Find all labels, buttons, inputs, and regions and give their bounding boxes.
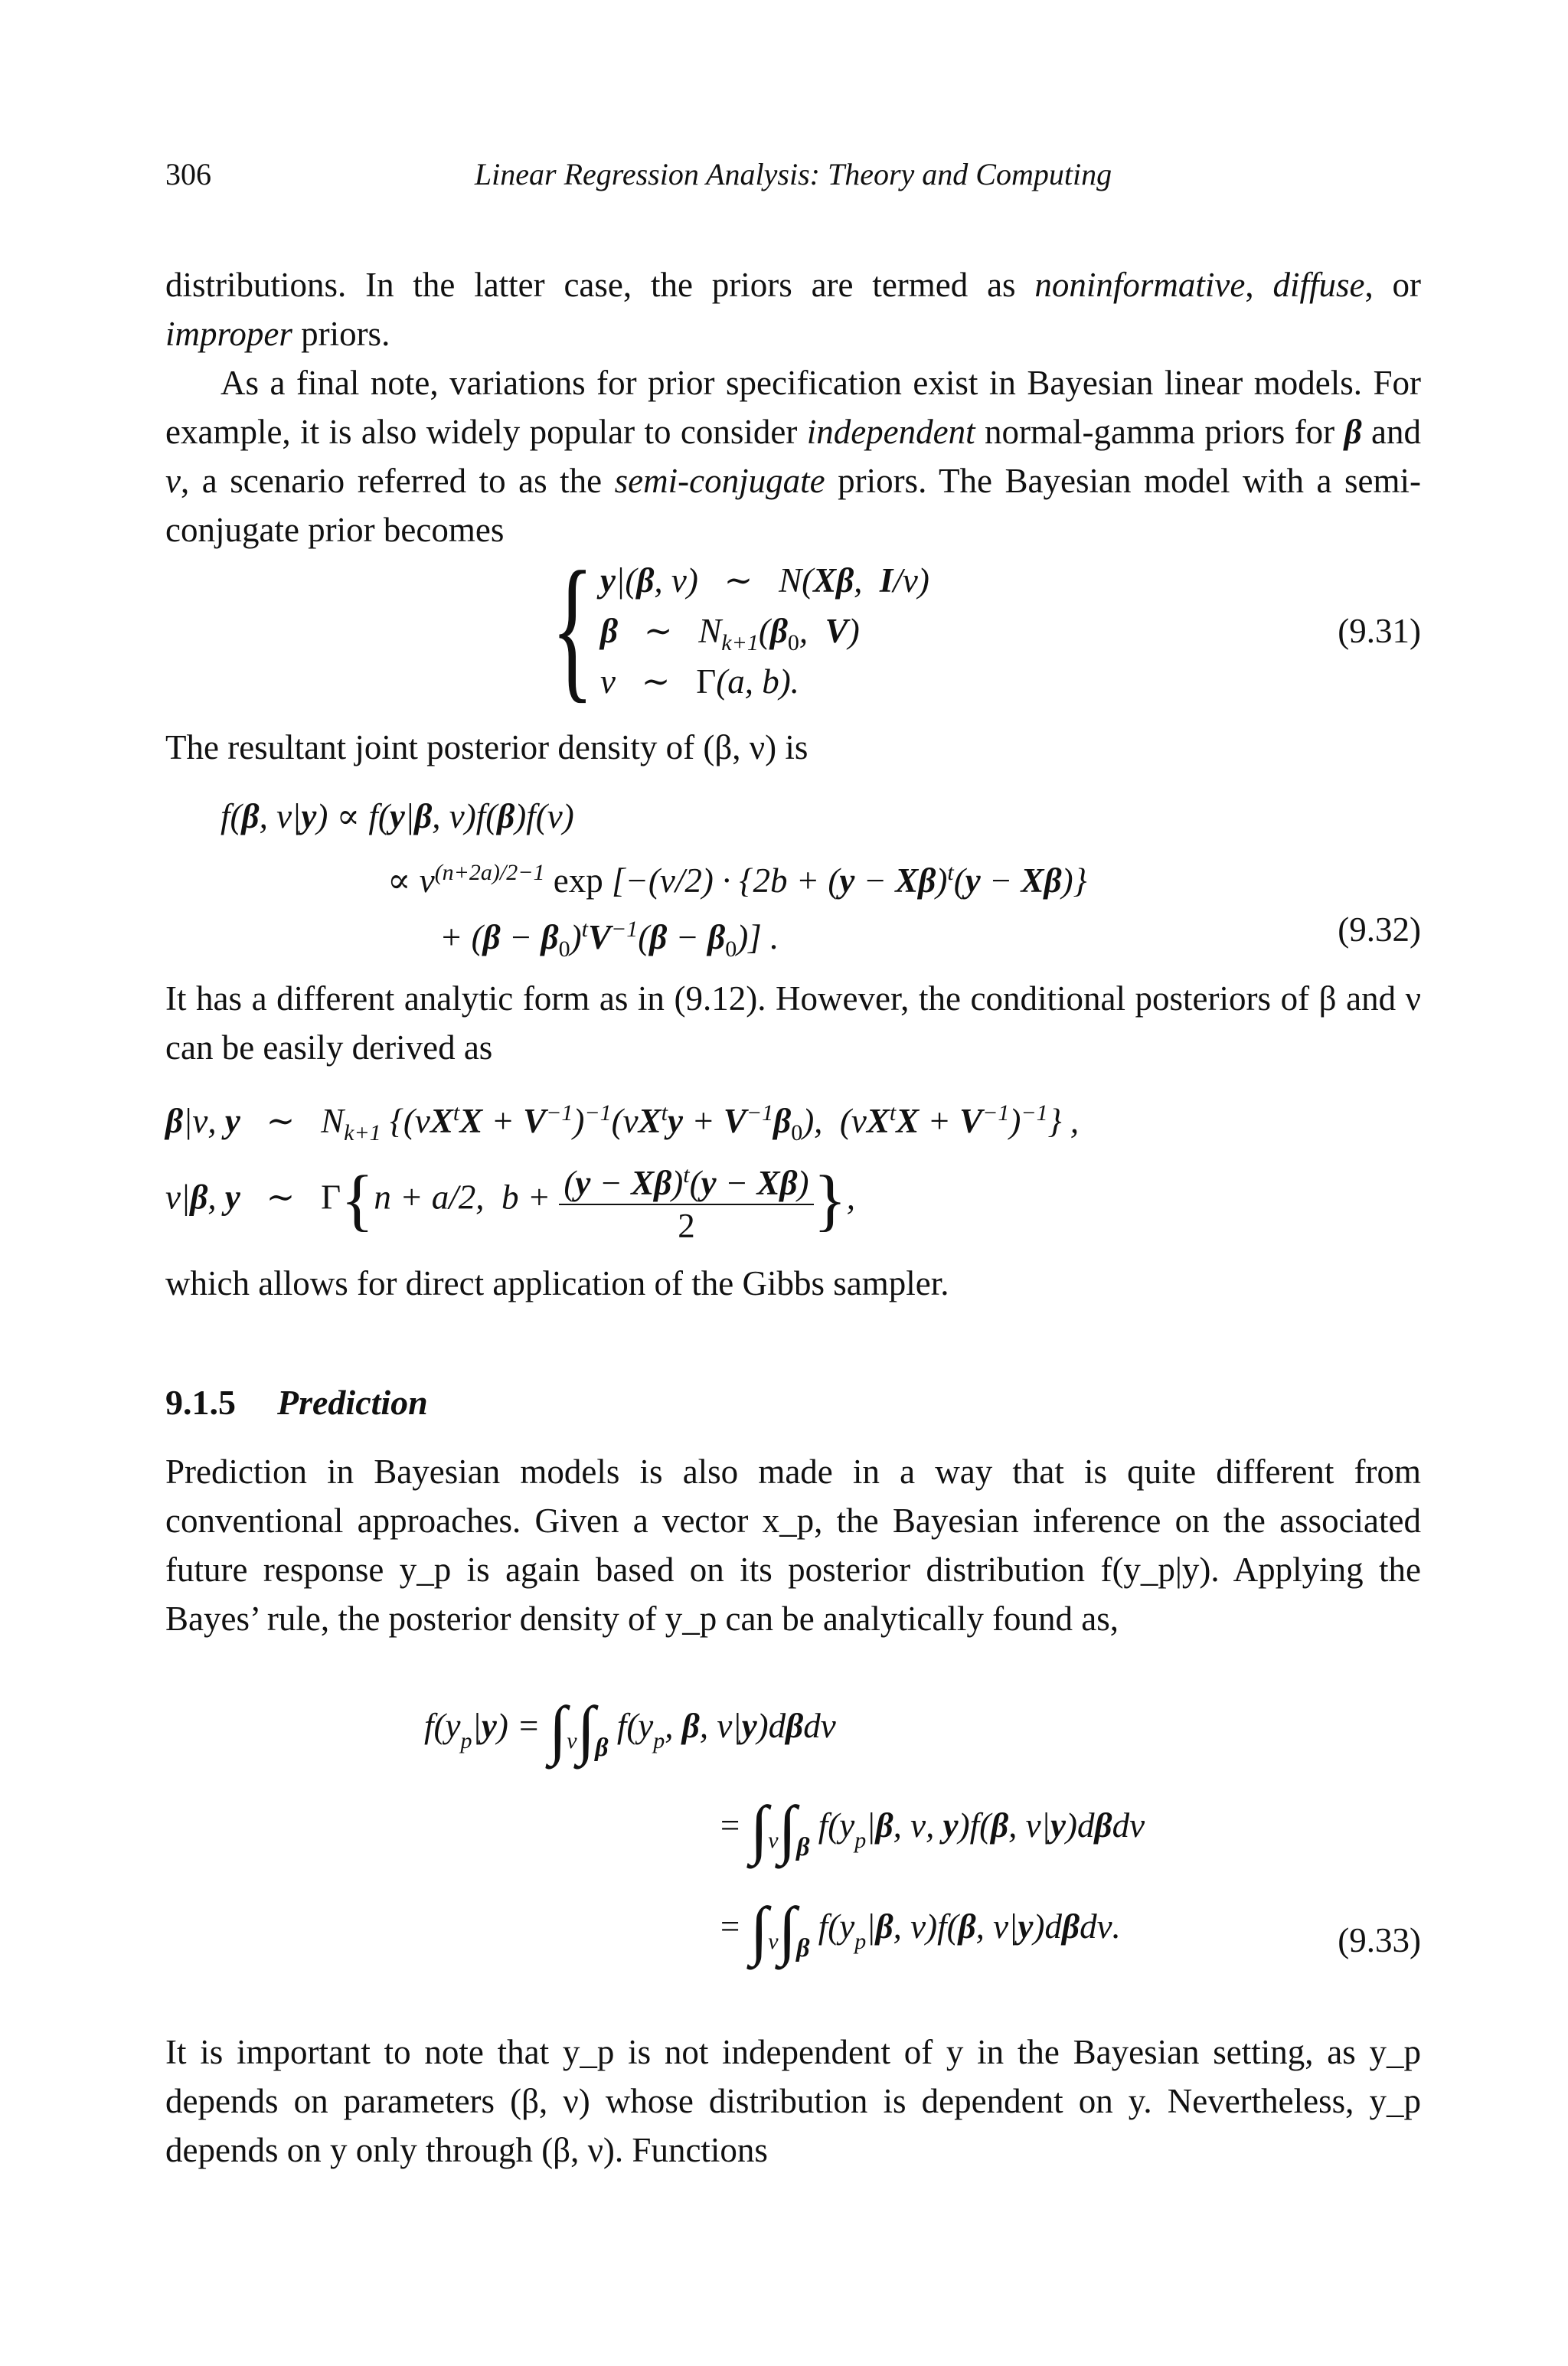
eq-line-3: + $(\beta - \beta_0)^tV^{-1}(\beta - \beta_0)$] .: [439, 917, 779, 962]
int-line-2: = $\int_\nu\int_\beta$ $f(y_p|\beta$, ν, y)f(β, ν|y)dβdν: [718, 1792, 1145, 1866]
equation-9-31: [165, 539, 1421, 717]
section-title: Prediction: [277, 1383, 428, 1422]
paragraph-3: The resultant joint posterior density of (β, ν) is: [165, 728, 808, 766]
equation-number: (9.32): [1338, 910, 1421, 949]
beta-conditional: β|ν, y ∼ $N_{k+1}$ {$(\nu X^tX + V^{-1})^{-1}(\nu X^ty + V^{-1}\beta_0)$, $(\nu X^tX + V^{-1})^{-1}$} ,: [165, 1100, 1080, 1145]
running-title: Linear Regression Analysis: Theory and Computing: [474, 157, 1112, 191]
nu-conditional: ν|β, y ∼ Γ{n + a/2, b + $\frac{(y - X\beta)^t(y - X\beta)}{2}$ },: [165, 1155, 855, 1247]
case-line-1: y|(β, ν) ∼ N(Xβ, I/ν): [600, 561, 929, 600]
section-number: 9.1.5: [165, 1383, 236, 1422]
int-line-1: $f(y_p|y) = \int_\nu\int_\beta$ $f(y_p$, β, ν|y)dβdν: [424, 1692, 836, 1766]
section-heading: [165, 1378, 1421, 1427]
eq-line-2: ∝ $\nu^{(n+2a)/2-1}$ $\exp [-(\nu/2) \cdot \{2b + (y - X\beta)^t(y - X\beta)\}$: [387, 860, 1087, 900]
case-line-2: β ∼ $N_{k+1}(\beta_0$, V): [600, 612, 860, 655]
paragraph-2: As a final note, variations for prior specification exist in Bayesian linear models. For example, it is also widely popular to consider independent normal-gamma priors for β and ν, a scenario referred to as the semi-conjugate priors. The Bayesian model with a semi-conjugate prior becomes: [165, 364, 1422, 549]
equation-number: (9.33): [1338, 1921, 1421, 1959]
paragraph-5: which allows for direct application of the Gibbs sampler.: [165, 1264, 949, 1302]
page-number: 306: [165, 157, 211, 191]
running-head: [165, 156, 1421, 202]
paragraph-1: distributions. In the latter case, the priors are termed as noninformative, diffuse, or improper priors.: [165, 266, 1421, 353]
paragraph-7: It is important to note that y_p is not independent of y in the Bayesian setting, as y_p depends on parameters (β, ν) whose distribution is dependent on y. Nevertheless, y_p depends on y only through (β, ν). Functions: [165, 2033, 1421, 2169]
equation-number: (9.31): [1338, 612, 1421, 650]
left-brace: {: [551, 539, 594, 717]
conditional-posteriors: [165, 1089, 1421, 1245]
equation-9-32: [165, 792, 1421, 962]
case-line-3: ν ∼ Γ(a, b).: [600, 662, 799, 701]
paragraph-4: It has a different analytic form as in (9.12). However, the conditional posteriors of β and ν can be easily derived as: [165, 979, 1421, 1067]
eq-line-1: f(β, ν|y) ∝ f(y|β, ν)f(β)f(ν): [220, 797, 574, 835]
paragraph-6: Prediction in Bayesian models is also made in a way that is quite different from conventional approaches. Given a vector x_p, the Bayesian inference on the associated future response y_p is again based on its posterior distribution f(y_p|y). Applying the Bayes’ rule, the posterior density of y_p can be analytically found as,: [165, 1453, 1421, 1638]
equation-9-33: [165, 1692, 1421, 2008]
int-line-3: = $\int_\nu\int_\beta$ $f(y_p|\beta$, ν)f(β, ν|y)dβdν.: [718, 1893, 1121, 1967]
